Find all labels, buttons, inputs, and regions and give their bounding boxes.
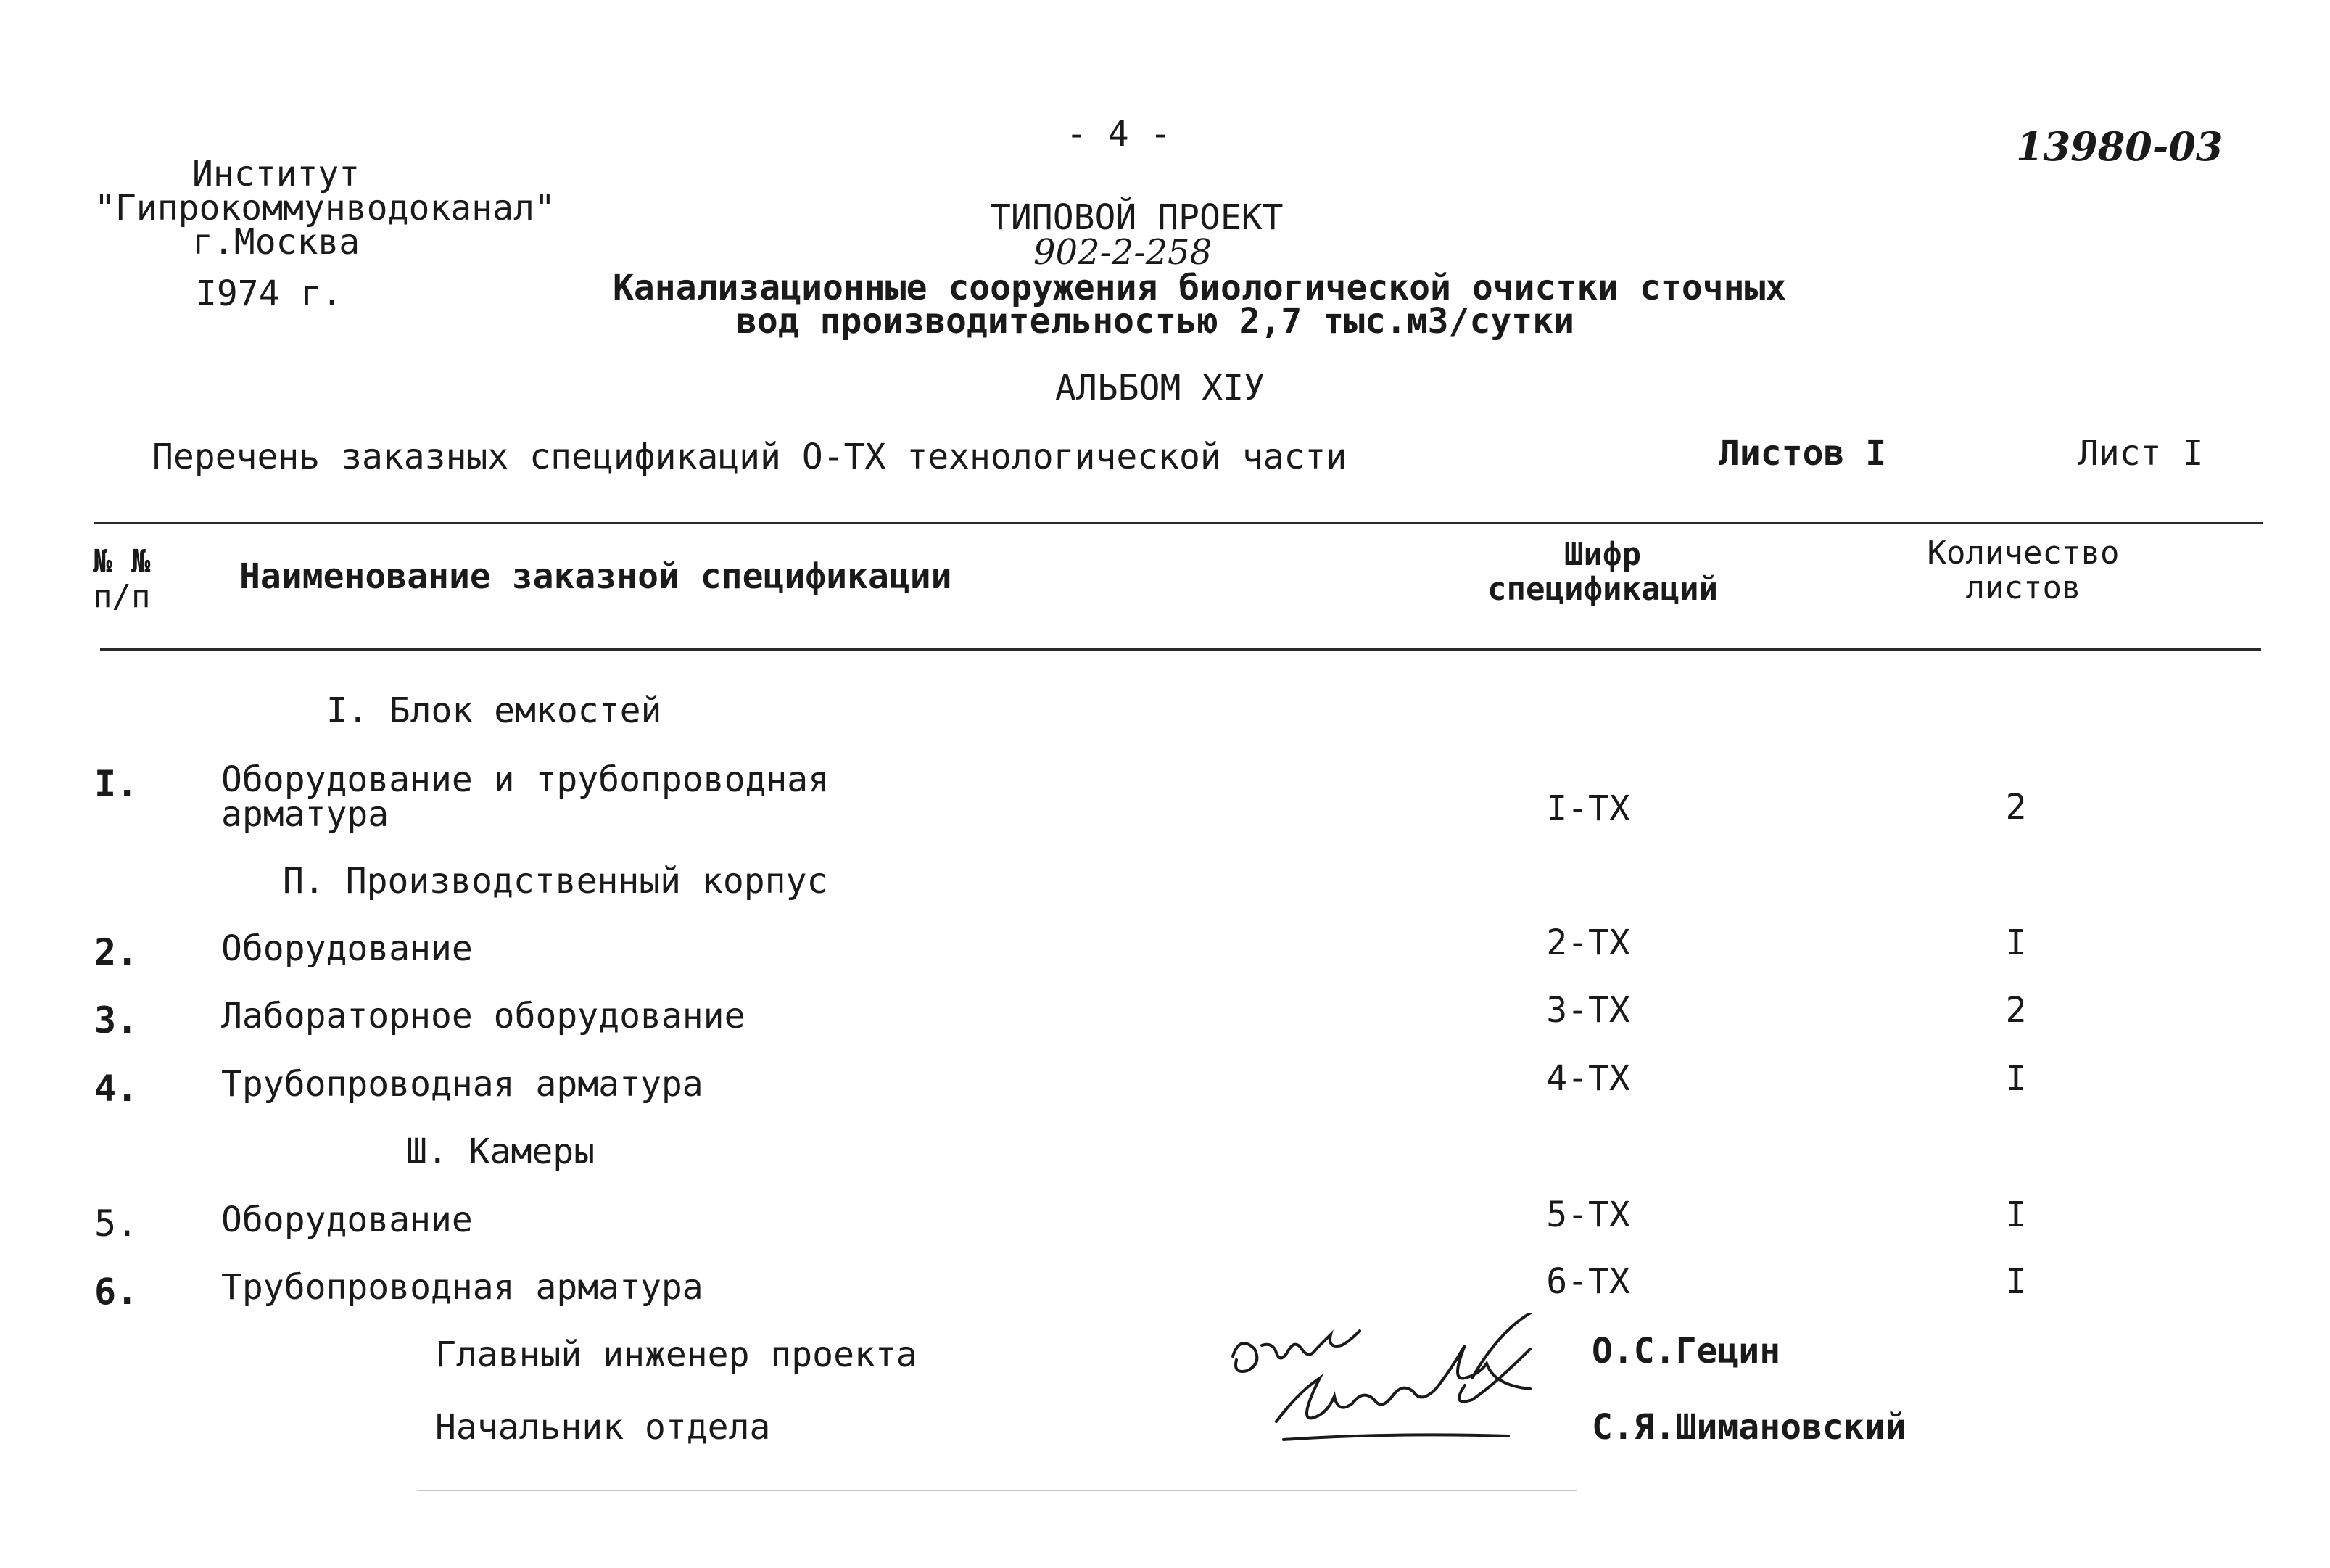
row-name: Лабораторное оборудование <box>221 996 745 1036</box>
row-number: I. <box>94 763 139 805</box>
row-number: 2. <box>94 931 139 973</box>
signature-role-chief-engineer: Главный инженер проекта <box>435 1334 917 1375</box>
bottom-faint-rule <box>417 1490 1577 1491</box>
row-count: 2 <box>2005 787 2027 828</box>
handwritten-signatures <box>1218 1313 1595 1443</box>
row-number: 4. <box>94 1068 139 1110</box>
page-number: - 4 - <box>1066 114 1171 154</box>
row-name: Трубопроводная арматура <box>221 1064 703 1105</box>
signature-name-department-head: С.Я.Шимановский <box>1592 1407 1906 1448</box>
institute-city: г.Москва <box>192 222 360 263</box>
album-label: АЛЬБОМ XIУ <box>1055 368 1265 408</box>
institute-name: "Гипрокоммунводоканал" <box>94 188 555 228</box>
header-num-line1: № № <box>93 543 151 580</box>
sheets-total: Листов I <box>1719 433 1887 474</box>
header-count-line1: Количество <box>1927 535 2120 572</box>
row-count: I <box>2005 1194 2027 1235</box>
project-title-line2: вод производительностью 2,7 тыс.м3/сутки <box>736 301 1574 342</box>
row-number: 6. <box>94 1271 139 1313</box>
header-code-line1: Шифр <box>1564 536 1641 573</box>
header-code-line2: спецификаций <box>1487 571 1718 608</box>
signature-role-department-head: Начальник отдела <box>435 1407 771 1448</box>
row-number: 3. <box>94 999 139 1041</box>
row-name-line2: арматура <box>221 794 389 835</box>
project-title-line1: Канализационные сооружения биологической очистки сточных <box>613 268 1787 308</box>
row-code: 2-ТХ <box>1546 923 1630 963</box>
section-title: П. Производственный корпус <box>283 861 828 901</box>
row-count: I <box>2005 1058 2027 1099</box>
header-name: Наименование заказной спецификации <box>239 556 952 597</box>
row-code: 3-ТХ <box>1546 990 1630 1031</box>
project-label: ТИПОВОЙ ПРОЕКТ <box>990 197 1284 238</box>
document-code: 13980-03 <box>2016 123 2223 170</box>
row-count: I <box>2005 923 2027 963</box>
table-top-rule <box>94 522 2263 524</box>
row-name: Трубопроводная арматура <box>221 1267 703 1308</box>
sheet-number: Лист I <box>2078 433 2204 474</box>
row-name: Оборудование <box>221 1200 473 1240</box>
row-count: 2 <box>2005 990 2027 1031</box>
row-name: Оборудование <box>221 928 473 969</box>
header-count-line2: листов <box>1965 569 2081 606</box>
list-title: Перечень заказных спецификаций О-ТХ технологической части <box>152 437 1347 477</box>
table-header-rule <box>100 648 2261 651</box>
section-title: Ш. Камеры <box>406 1131 595 1172</box>
project-number: 902-2-258 <box>1033 232 1212 273</box>
header-num-line2: п/п <box>93 578 151 615</box>
signature-name-chief-engineer: О.С.Гецин <box>1592 1331 1781 1371</box>
row-name-line1: Оборудование и трубопроводная <box>221 759 830 800</box>
institute-label: Институт <box>192 154 360 194</box>
row-count: I <box>2005 1261 2027 1302</box>
institute-year: I974 г. <box>196 273 343 314</box>
row-code: 5-ТХ <box>1546 1194 1630 1235</box>
row-code: 6-ТХ <box>1546 1261 1630 1302</box>
row-code: I-ТХ <box>1546 788 1630 829</box>
row-code: 4-ТХ <box>1546 1058 1630 1099</box>
row-number: 5. <box>94 1202 139 1245</box>
section-title: I. Блок емкостей <box>326 690 662 731</box>
